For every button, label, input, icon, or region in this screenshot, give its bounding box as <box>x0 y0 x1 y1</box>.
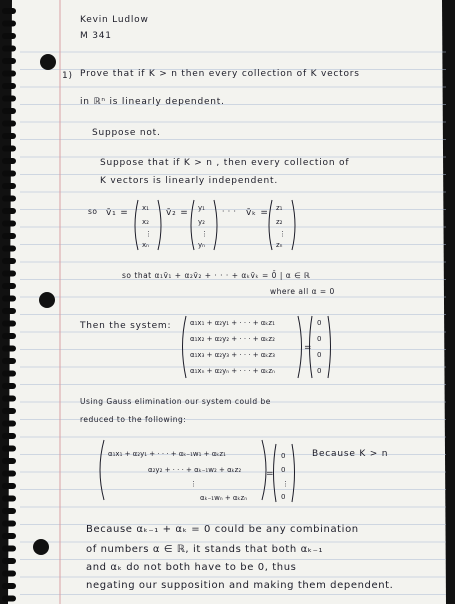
spiral-ring <box>2 546 16 552</box>
vector-vk-entry: ⋮ <box>279 230 286 238</box>
reduced-equals: = <box>266 469 275 479</box>
system-rhs: 0 <box>317 319 322 327</box>
linear-combination: so that α₁v̄₁ + α₂v̄₂ + · · · + αₖv̄ₖ = 0̄ | α ∈ ℝ <box>122 271 311 280</box>
vector-vk-entry: zₙ <box>276 241 283 249</box>
spiral-ring <box>2 358 16 364</box>
system-rhs: 0 <box>317 335 322 343</box>
spiral-ring <box>2 246 16 252</box>
assumption-line2: K vectors is linearly independent. <box>100 176 279 186</box>
reduced-rhs: ⋮ <box>282 480 289 488</box>
punch-hole-top <box>40 54 56 70</box>
because-label: Because K > n <box>312 449 389 459</box>
spiral-ring <box>2 296 16 302</box>
spiral-ring <box>2 458 16 464</box>
gauss-line2: reduced to the following: <box>80 415 187 424</box>
reduced-rhs: 0 <box>281 452 286 460</box>
suppose-not: Suppose not. <box>92 128 161 138</box>
vector-v2-name: v̄₂ = <box>166 208 189 218</box>
spiral-ring <box>2 283 16 289</box>
course-code: M 341 <box>80 31 112 41</box>
spiral-ring <box>2 221 16 227</box>
spiral-ring <box>2 71 16 77</box>
punch-hole-middle <box>39 292 55 308</box>
vector-v1-entry: x₂ <box>142 218 149 226</box>
system-label: Then the system: <box>80 321 172 331</box>
vector-v1-entry: x₁ <box>142 204 149 212</box>
spiral-ring <box>2 133 16 139</box>
problem-statement-line2: in ℝⁿ is linearly dependent. <box>80 97 225 107</box>
spiral-ring <box>2 421 16 427</box>
vector-v2-entry: yₙ <box>198 241 205 249</box>
reduced-row: α₂y₂ + · · · + αₖ₋₁w₂ + αₖz₂ <box>148 466 242 474</box>
spiral-ring <box>2 483 16 489</box>
reduced-row: α₁x₁ + α₂y₁ + · · · + αₖ₋₁w₁ + αₖz₁ <box>108 450 226 458</box>
where-clause: where all α = 0 <box>270 287 335 296</box>
spiral-ring <box>2 146 16 152</box>
system-rhs: 0 <box>317 351 322 359</box>
system-rhs: 0 <box>317 367 322 375</box>
student-name: Kevin Ludlow <box>80 15 149 25</box>
vector-v1-entry: xₙ <box>142 241 149 249</box>
spiral-ring <box>2 58 16 64</box>
spiral-ring <box>2 8 16 14</box>
vector-vk-entry: z₂ <box>276 218 283 226</box>
spiral-ring <box>2 258 16 264</box>
spiral-ring <box>2 158 16 164</box>
spiral-ring <box>2 108 16 114</box>
conclusion-line2: of numbers α ∈ ℝ, it stands that both αₖ₋₁ <box>86 544 324 555</box>
spiral-ring <box>2 308 16 314</box>
so-label: so <box>88 207 98 216</box>
punch-hole-bottom <box>33 539 49 555</box>
spiral-ring <box>2 271 16 277</box>
spiral-ring <box>2 46 16 52</box>
spiral-ring <box>2 496 16 502</box>
reduced-row: ⋮ <box>190 480 197 488</box>
conclusion-line4: negating our supposition and making them dependent. <box>86 580 394 591</box>
spiral-ring <box>2 533 16 539</box>
conclusion-line3: and αₖ do not both have to be 0, thus <box>86 562 297 573</box>
spiral-ring <box>2 558 16 564</box>
spiral-ring <box>2 471 16 477</box>
conclusion-line1: Because αₖ₋₁ + αₖ = 0 could be any combination <box>86 524 359 535</box>
vector-vk-entry: z₁ <box>276 204 283 212</box>
spiral-ring <box>2 233 16 239</box>
spiral-ring <box>2 596 16 602</box>
spiral-ring <box>2 371 16 377</box>
spiral-ring <box>2 346 16 352</box>
reduced-rhs: 0 <box>281 466 286 474</box>
vector-v1-entry: ⋮ <box>145 230 152 238</box>
spiral-ring <box>2 21 16 27</box>
vector-v2-entry: ⋮ <box>201 230 208 238</box>
spiral-ring <box>2 583 16 589</box>
vector-v1-name: v̄₁ = <box>106 208 129 218</box>
assumption-line1: Suppose that if K > n , then every collection of <box>100 158 350 168</box>
problem-statement-line1: Prove that if K > n then every collection of K vectors <box>80 69 360 79</box>
system-equals: = <box>304 343 313 353</box>
gauss-line1: Using Gauss elimination our system could be <box>80 397 271 406</box>
vector-ellipsis: · · · <box>222 207 237 216</box>
spiral-ring <box>2 33 16 39</box>
spiral-ring <box>2 383 16 389</box>
spiral-ring <box>2 96 16 102</box>
system-row: α₁x₃ + α₂y₃ + · · · + αₖz₃ <box>190 351 275 359</box>
system-row: α₁x₂ + α₂y₂ + · · · + αₖz₂ <box>190 335 275 343</box>
vector-vk-name: v̄ₖ = <box>246 208 269 218</box>
spiral-ring <box>2 208 16 214</box>
spiral-ring <box>2 571 16 577</box>
reduced-row: αₖ₋₁wₙ + αₖzₙ <box>200 494 247 502</box>
spiral-ring <box>2 433 16 439</box>
vector-v2-entry: y₂ <box>198 218 205 226</box>
system-row: α₁x₁ + α₂y₁ + · · · + αₖz₁ <box>190 319 275 327</box>
spiral-ring <box>2 396 16 402</box>
reduced-rhs: 0 <box>281 493 286 501</box>
spiral-ring <box>2 446 16 452</box>
spiral-ring <box>2 508 16 514</box>
vector-v2-entry: y₁ <box>198 204 205 212</box>
paper <box>8 0 446 604</box>
spiral-ring <box>2 171 16 177</box>
spiral-ring <box>2 408 16 414</box>
spiral-ring <box>2 333 16 339</box>
problem-number: 1) <box>62 71 73 81</box>
spiral-ring <box>2 321 16 327</box>
spiral-ring <box>2 196 16 202</box>
system-row: α₁xₙ + α₂yₙ + · · · + αₖzₙ <box>190 367 275 375</box>
spiral-ring <box>2 121 16 127</box>
spiral-ring <box>2 83 16 89</box>
spiral-ring <box>2 183 16 189</box>
spiral-ring <box>2 521 16 527</box>
